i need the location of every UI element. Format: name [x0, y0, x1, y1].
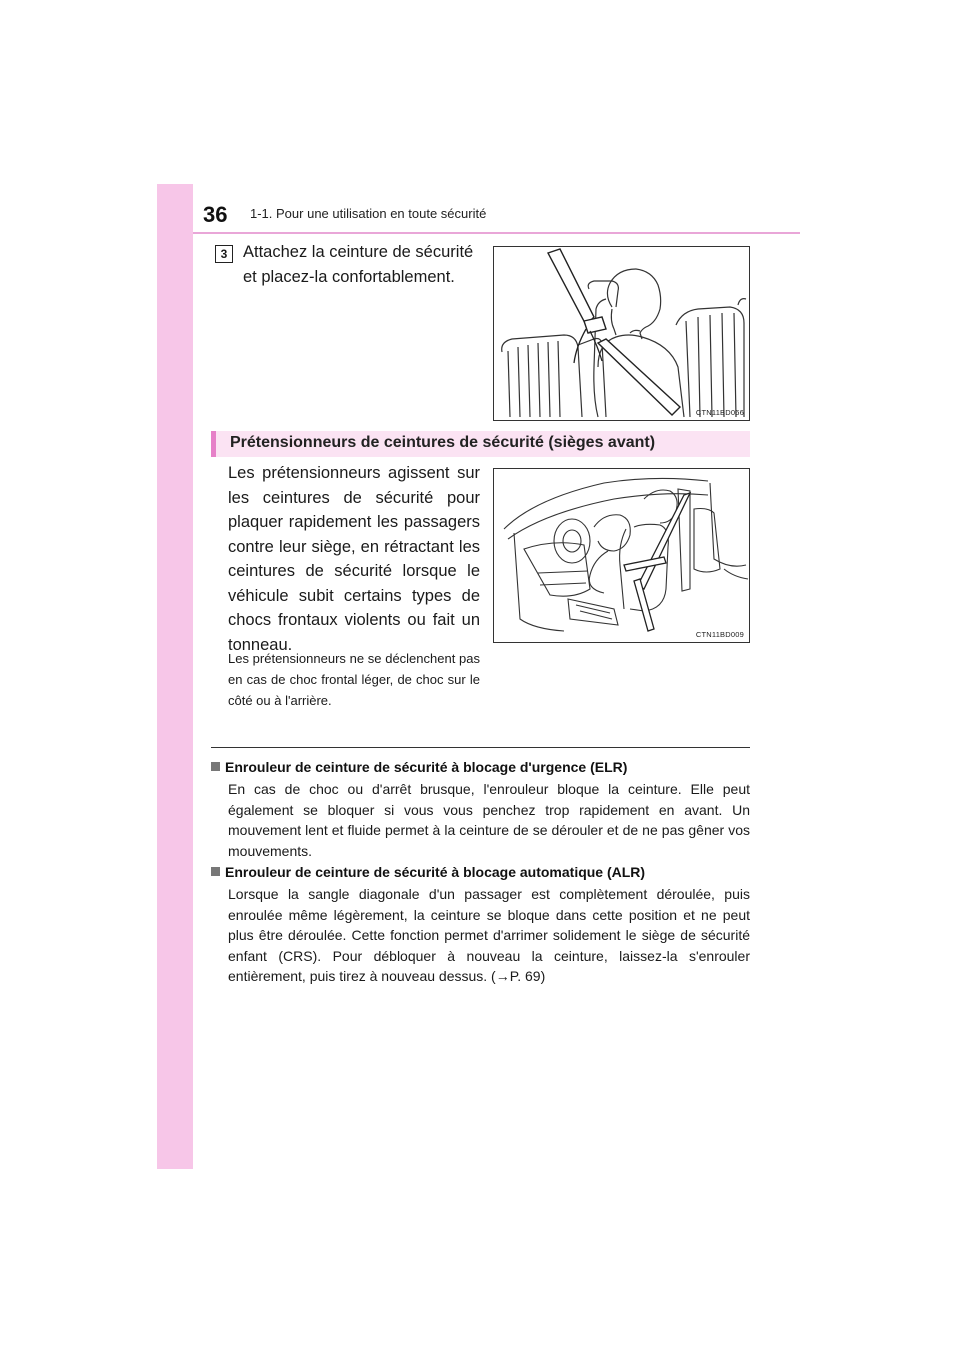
section-note: Les prétensionneurs ne se déclenchent pas en cas de choc frontal léger, de choc sur le côté ou à l'arrière.: [228, 651, 480, 708]
seatbelt-drawing: [494, 247, 749, 420]
subsection-heading: Enrouleur de ceinture de sécurité à blocage d'urgence (ELR): [211, 757, 750, 777]
subsection-text: Lorsque la sangle diagonale d'un passager est complètement déroulée, puis enroulée même légèrement, la ceinture se bloque dans cette position et ne peut plus être déroulée. Cette fonction permet d'arrimer solidement le siège de sécurité enfant (CRS). Pour débloquer à nouveau la ceinture, laissez-la s'enrouler entièrement, puis tirez à nouveau dessus. (→P. 69): [228, 886, 750, 984]
figure-code: CTN11BD009: [695, 630, 744, 639]
page-number: 36: [203, 202, 228, 227]
square-bullet-icon: [211, 762, 220, 771]
square-bullet-icon: [211, 867, 220, 876]
section-header: [211, 431, 750, 457]
step-instruction: Attachez la ceinture de sécurité et placez-la confortablement.: [243, 243, 474, 286]
subsection-text: En cas de choc ou d'arrêt brusque, l'enrouleur bloque la ceinture. Elle peut également se bloquer si vous vous penchez trop rapidement en avant. Un mouvement lent et fluide permet à la ceinture de se dérouler et de ne pas gêner vos mouvements.: [228, 781, 750, 859]
section-divider: [211, 747, 750, 748]
subsection-alr: [211, 862, 750, 987]
chapter-sidebar-tab: [157, 184, 193, 1169]
section-title: Prétensionneurs de ceintures de sécurité (sièges avant): [230, 434, 656, 451]
figure-code: CTN11BD066: [695, 408, 744, 417]
section-body-text: Les prétensionneurs agissent sur les ceintures de sécurité pour plaquer rapidement les passagers contre leur siège, en rétractant les ceintures de sécurité lorsque le véhicule subit certains types de chocs frontaux violents ou fait un tonneau.: [228, 464, 480, 654]
car-interior-drawing: [494, 469, 749, 642]
chapter-title: 1-1. Pour une utilisation en toute sécurité: [250, 206, 487, 221]
seatbelt-illustration: [493, 246, 750, 421]
subsection-elr: [211, 757, 750, 861]
step-number-badge: 3: [215, 245, 233, 263]
header-rule: [193, 232, 800, 234]
subsection-heading: Enrouleur de ceinture de sécurité à blocage automatique (ALR): [211, 862, 750, 882]
pretensioner-illustration: [493, 468, 750, 643]
